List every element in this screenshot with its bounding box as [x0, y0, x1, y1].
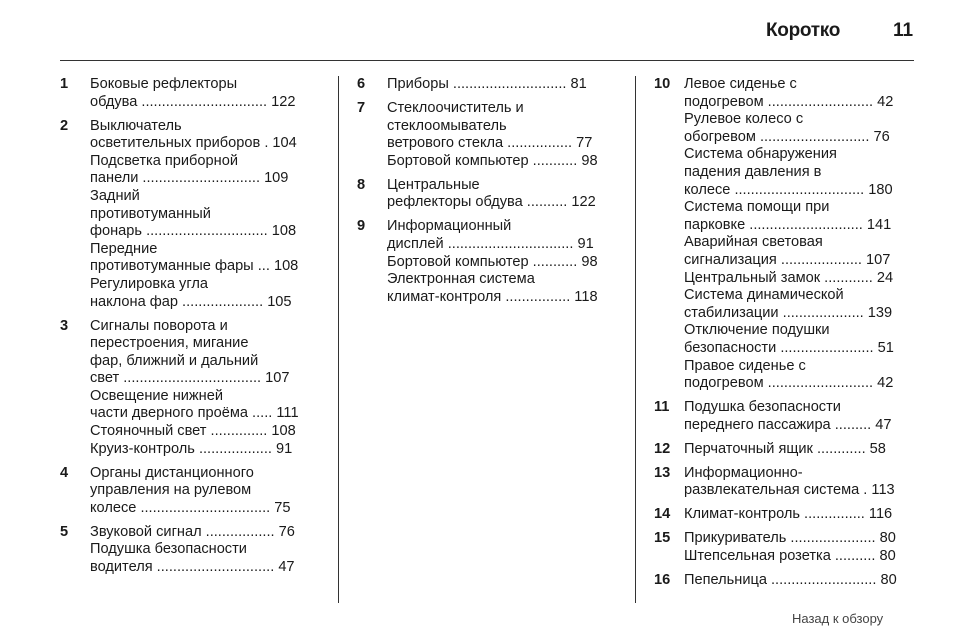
index-group — [60, 524, 321, 577]
index-entry[interactable]: Система помощи при парковке ............................ 141 — [684, 199, 892, 233]
index-entry[interactable]: Левое сиденье с подогревом .......................... 42 — [684, 76, 894, 110]
index-entry[interactable]: Штепсельная розетка .......... 80 — [684, 547, 896, 564]
index-items — [387, 100, 618, 170]
column-divider — [338, 76, 339, 603]
index-entry[interactable]: Центральные рефлекторы обдува .......... 122 — [387, 176, 596, 211]
index-entry[interactable]: Система динамической стабилизации .................... 139 — [684, 287, 893, 321]
index-items — [90, 318, 321, 459]
index-group — [357, 76, 618, 94]
index-entry[interactable]: Информационный дисплей ............................... 91 — [387, 218, 594, 252]
index-number: 14 — [654, 506, 671, 523]
index-number: 4 — [60, 464, 69, 481]
content-column-1 — [60, 76, 321, 583]
index-entry[interactable]: Сигналы поворота и перестроения, мигание фар, ближний и дальний свет .................................. 107 — [90, 317, 290, 387]
index-number: 16 — [654, 571, 671, 588]
index-group — [357, 100, 618, 170]
column-divider — [635, 76, 636, 603]
index-items — [684, 76, 914, 393]
index-entry[interactable]: Задний противотуманный фонарь .............................. 108 — [90, 187, 297, 240]
index-entry[interactable]: Передние противотуманные фары ... 108 — [90, 240, 299, 275]
index-group — [654, 76, 914, 393]
index-number: 9 — [357, 218, 366, 235]
index-items — [387, 218, 618, 306]
index-entry[interactable]: Регулировка угла наклона фар .................... 105 — [90, 275, 292, 310]
header-divider — [60, 60, 914, 61]
index-number: 5 — [60, 523, 69, 540]
index-entry[interactable]: Климат-контроль ............... 116 — [684, 506, 893, 523]
index-entry[interactable]: Пепельница .......................... 80 — [684, 571, 897, 588]
index-entry[interactable]: Бортовой компьютер ........... 98 — [387, 152, 598, 169]
index-items — [387, 177, 618, 212]
index-entry[interactable]: Выключатель осветительных приборов . 104 — [90, 117, 297, 152]
back-to-overview-link[interactable]: Назад к обзору — [792, 611, 884, 626]
index-entry[interactable]: Круиз-контроль .................. 91 — [90, 440, 293, 457]
index-number: 6 — [357, 76, 366, 92]
index-items — [90, 465, 321, 518]
index-entry[interactable]: Рулевое колесо с обогревом ........................... 76 — [684, 111, 890, 145]
index-entry[interactable]: Звуковой сигнал ................. 76 — [90, 523, 295, 540]
index-group — [654, 465, 914, 500]
index-number: 7 — [357, 99, 366, 116]
index-items — [684, 441, 914, 459]
index-number: 15 — [654, 530, 671, 547]
index-items — [684, 465, 914, 500]
index-group — [60, 118, 321, 312]
index-entry[interactable]: Бортовой компьютер ........... 98 — [387, 253, 598, 270]
index-number: 8 — [357, 176, 366, 193]
index-entry[interactable]: Информационно- развлекательная система . 113 — [684, 464, 895, 499]
index-items — [90, 118, 321, 312]
index-items — [387, 76, 618, 94]
page-title: Коротко — [766, 20, 841, 41]
index-entry[interactable]: Стояночный свет .............. 108 — [90, 423, 296, 440]
index-entry[interactable]: Центральный замок ............ 24 — [684, 269, 894, 286]
index-entry[interactable]: Аварийная световая сигнализация .................... 107 — [684, 234, 891, 268]
index-number: 10 — [654, 76, 671, 92]
index-items — [90, 524, 321, 577]
index-entry[interactable]: Прикуриватель ..................... 80 — [684, 530, 896, 547]
content-column-2 — [357, 76, 618, 313]
index-items — [90, 76, 321, 111]
index-entry[interactable]: Отключение подушки безопасности ....................... 51 — [684, 322, 894, 356]
index-entry[interactable]: Подушка безопасности водителя ............................. 47 — [90, 541, 295, 575]
page-number: 11 — [893, 20, 914, 41]
index-entry[interactable]: Правое сиденье с подогревом .......................... 42 — [684, 357, 894, 392]
index-group — [654, 572, 914, 590]
index-group — [654, 441, 914, 459]
index-number: 11 — [654, 399, 670, 416]
index-group — [654, 530, 914, 565]
index-entry[interactable]: Система обнаружения падения давления в колесе ................................ 180 — [684, 146, 893, 198]
index-number: 1 — [60, 76, 69, 92]
index-items — [684, 530, 914, 565]
index-number: 2 — [60, 117, 69, 134]
index-group — [60, 76, 321, 111]
index-group — [654, 506, 914, 524]
index-entry[interactable]: Органы дистанционного управления на рулевом колесе ................................ 75 — [90, 464, 291, 516]
index-entry[interactable]: Стеклоочиститель и стеклоомыватель ветрового стекла ................ 77 — [387, 99, 593, 152]
index-items — [684, 506, 914, 524]
index-entry[interactable]: Электронная система климат-контроля ................ 118 — [387, 271, 598, 305]
index-number: 13 — [654, 464, 671, 481]
index-group — [357, 177, 618, 212]
index-items — [684, 572, 914, 590]
index-group — [654, 399, 914, 434]
index-entry[interactable]: Приборы ............................ 81 — [387, 76, 587, 92]
index-entry[interactable]: Освещение нижней части дверного проёма ..... 111 — [90, 387, 299, 422]
index-number: 3 — [60, 317, 69, 334]
index-group — [60, 318, 321, 459]
index-group — [357, 218, 618, 306]
index-number: 12 — [654, 440, 671, 457]
content-column-3 — [654, 76, 914, 596]
index-entry[interactable]: Перчаточный ящик ............ 58 — [684, 440, 886, 457]
index-items — [684, 399, 914, 434]
index-entry[interactable]: Боковые рефлекторы обдува ............................... 122 — [90, 76, 296, 110]
index-group — [60, 465, 321, 518]
index-entry[interactable]: Подсветка приборной панели ............................. 109 — [90, 152, 289, 187]
index-entry[interactable]: Подушка безопасности переднего пассажира ......... 47 — [684, 399, 892, 433]
